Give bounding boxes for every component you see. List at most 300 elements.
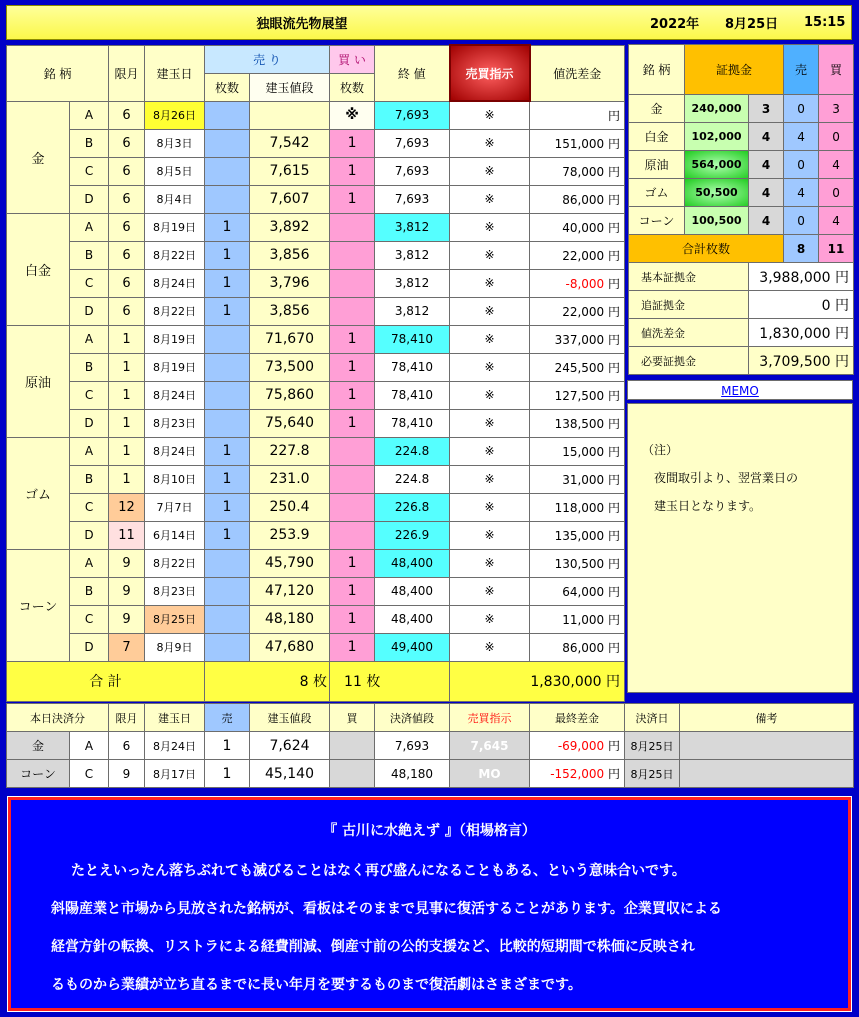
settle-code: C — [70, 760, 109, 788]
row-buy-qty[interactable] — [330, 465, 375, 493]
margin-header-sell: 売 — [784, 45, 819, 95]
row-open-price[interactable]: 253.9 — [250, 521, 330, 549]
settle-header-note: 備考 — [680, 704, 854, 732]
row-open-date: 8月22日 — [145, 297, 205, 325]
settle-final — [530, 732, 625, 760]
row-diff-value: 22,000 — [562, 304, 605, 319]
settle-settle-price: 48,180 — [375, 760, 450, 788]
margin-buy: 0 — [819, 123, 854, 151]
margin-sell: 0 — [784, 151, 819, 179]
row-sell-qty[interactable] — [205, 353, 250, 381]
summary-value-unit: 円 — [835, 269, 850, 286]
summary-value — [749, 319, 854, 347]
row-diff — [530, 493, 625, 521]
summary-row — [629, 347, 854, 375]
row-month: 1 — [109, 353, 145, 381]
settle-header-title: 本日決済分 — [7, 704, 109, 732]
brand-name: ゴム — [7, 437, 70, 549]
row-diff — [530, 325, 625, 353]
row-diff — [530, 101, 625, 129]
margin-brand: ゴム — [629, 179, 685, 207]
row-buy-qty[interactable]: 1 — [330, 549, 375, 577]
margin-row — [629, 123, 854, 151]
row-order[interactable]: ※ — [450, 381, 530, 409]
row-buy-qty[interactable] — [330, 437, 375, 465]
settle-order: 7,645 — [450, 732, 530, 760]
row-code: D — [70, 521, 109, 549]
row-sell-qty[interactable]: 1 — [205, 437, 250, 465]
header-bar — [6, 5, 852, 40]
header-open-date: 建玉日 — [145, 45, 205, 101]
header-time: 15:15 — [804, 15, 846, 30]
row-month: 6 — [109, 185, 145, 213]
margin-sell: 4 — [784, 179, 819, 207]
row-code: A — [70, 437, 109, 465]
row-diff — [530, 213, 625, 241]
row-open-date: 8月9日 — [145, 633, 205, 661]
totals-diff: 1,830,000 — [530, 674, 602, 690]
settle-buy — [330, 732, 375, 760]
row-month: 6 — [109, 101, 145, 129]
row-open-price[interactable]: 7,542 — [250, 129, 330, 157]
row-order[interactable]: ※ — [450, 157, 530, 185]
row-diff-unit: 円 — [608, 108, 621, 123]
row-diff — [530, 353, 625, 381]
row-diff-value: -8,000 — [565, 276, 605, 291]
row-close: 7,693 — [375, 185, 450, 213]
summary-value-unit: 円 — [835, 353, 850, 370]
row-sell-qty[interactable] — [205, 325, 250, 353]
row-diff-value: 40,000 — [562, 220, 605, 235]
row-open-date: 8月19日 — [145, 213, 205, 241]
margin-amount: 102,000 — [685, 123, 749, 151]
row-code: C — [70, 269, 109, 297]
row-buy-qty[interactable] — [330, 213, 375, 241]
row-buy-qty[interactable]: 1 — [330, 633, 375, 661]
table-row — [7, 129, 625, 157]
margin-amount: 240,000 — [685, 95, 749, 123]
row-month: 7 — [109, 633, 145, 661]
header-open-price: 建玉値段 — [250, 73, 330, 101]
header-buy: 買 い — [330, 45, 375, 73]
row-code: B — [70, 241, 109, 269]
header-month: 限月 — [109, 45, 145, 101]
settle-price: 7,624 — [250, 732, 330, 760]
brand-name: 白金 — [7, 213, 70, 325]
row-close: 224.8 — [375, 465, 450, 493]
row-month: 6 — [109, 129, 145, 157]
settle-header-month: 限月 — [109, 704, 145, 732]
margin-buy: 4 — [819, 151, 854, 179]
row-open-price[interactable]: 3,796 — [250, 269, 330, 297]
row-code: A — [70, 213, 109, 241]
table-row — [7, 381, 625, 409]
row-buy-qty[interactable] — [330, 521, 375, 549]
row-sell-qty[interactable] — [205, 101, 250, 129]
margin-buy: 4 — [819, 207, 854, 235]
row-close: 3,812 — [375, 241, 450, 269]
row-diff-value: 86,000 — [562, 640, 605, 655]
settle-order: MO — [450, 760, 530, 788]
proverb-line-2: 斜陽産業と市場から見放された銘柄が、看板はそのままで見事に復活することがあります。企業買収による — [51, 901, 722, 917]
settle-settle-date: 8月25日 — [625, 732, 680, 760]
row-open-date: 8月5日 — [145, 157, 205, 185]
row-sell-qty[interactable] — [205, 129, 250, 157]
row-order[interactable]: ※ — [450, 409, 530, 437]
row-order[interactable]: ※ — [450, 129, 530, 157]
margin-brand: 金 — [629, 95, 685, 123]
row-buy-qty[interactable]: 1 — [330, 157, 375, 185]
row-order[interactable]: ※ — [450, 605, 530, 633]
row-diff — [530, 437, 625, 465]
row-diff — [530, 297, 625, 325]
row-sell-qty[interactable] — [205, 409, 250, 437]
row-buy-qty[interactable]: 1 — [330, 129, 375, 157]
summary-label: 基本証拠金 — [629, 263, 749, 291]
summary-label: 追証拠金 — [629, 291, 749, 319]
summary-value-unit: 円 — [835, 325, 850, 342]
row-diff-unit: 円 — [608, 528, 621, 543]
margin-row — [629, 151, 854, 179]
row-buy-qty[interactable]: 1 — [330, 353, 375, 381]
row-diff-unit: 円 — [608, 640, 621, 655]
row-code: A — [70, 549, 109, 577]
row-close: 226.9 — [375, 521, 450, 549]
row-code: D — [70, 633, 109, 661]
row-diff — [530, 549, 625, 577]
row-order[interactable]: ※ — [450, 521, 530, 549]
row-diff-unit: 円 — [608, 136, 621, 151]
row-month: 9 — [109, 577, 145, 605]
margin-sell: 0 — [784, 207, 819, 235]
row-close: 78,410 — [375, 381, 450, 409]
row-sell-qty[interactable]: 1 — [205, 521, 250, 549]
row-diff-unit: 円 — [608, 332, 621, 347]
header-close: 終 値 — [375, 45, 450, 101]
row-sell-qty[interactable] — [205, 381, 250, 409]
row-code: C — [70, 605, 109, 633]
row-open-price[interactable]: 71,670 — [250, 325, 330, 353]
margin-total-sell: 8 — [784, 235, 819, 263]
table-row — [7, 269, 625, 297]
row-diff-unit: 円 — [608, 500, 621, 515]
table-row — [7, 101, 625, 129]
row-diff — [530, 269, 625, 297]
row-close: 3,812 — [375, 297, 450, 325]
row-open-price[interactable]: 250.4 — [250, 493, 330, 521]
row-sell-qty[interactable] — [205, 185, 250, 213]
row-open-price[interactable]: 47,680 — [250, 633, 330, 661]
brand-name: 金 — [7, 101, 70, 213]
summary-value — [749, 347, 854, 375]
row-order[interactable]: ※ — [450, 437, 530, 465]
row-close: 3,812 — [375, 269, 450, 297]
totals-buy: 11 — [344, 674, 362, 690]
row-diff-unit: 円 — [608, 248, 621, 263]
row-month: 11 — [109, 521, 145, 549]
row-open-price[interactable]: 3,856 — [250, 297, 330, 325]
order-instruction-button[interactable]: 売買指示 — [450, 45, 530, 101]
settle-header-buy: 買 — [330, 704, 375, 732]
row-month: 6 — [109, 157, 145, 185]
row-close: 224.8 — [375, 437, 450, 465]
row-open-price[interactable]: 75,640 — [250, 409, 330, 437]
row-open-price[interactable]: 48,180 — [250, 605, 330, 633]
row-diff — [530, 521, 625, 549]
row-open-date: 8月10日 — [145, 465, 205, 493]
row-order[interactable]: ※ — [450, 269, 530, 297]
row-open-price[interactable]: 45,790 — [250, 549, 330, 577]
settle-date: 8月24日 — [145, 732, 205, 760]
summary-label: 値洗差金 — [629, 319, 749, 347]
margin-sell: 0 — [784, 95, 819, 123]
table-row — [7, 213, 625, 241]
settle-header-settle-price: 決済値段 — [375, 704, 450, 732]
row-buy-qty[interactable]: 1 — [330, 605, 375, 633]
row-buy-qty[interactable] — [330, 241, 375, 269]
row-diff-value: 130,500 — [554, 556, 605, 571]
table-row — [7, 493, 625, 521]
brand-name: 原油 — [7, 325, 70, 437]
row-order[interactable]: ※ — [450, 549, 530, 577]
row-close: 7,693 — [375, 101, 450, 129]
margin-row — [629, 207, 854, 235]
row-open-price[interactable]: 3,892 — [250, 213, 330, 241]
margin-table — [628, 44, 854, 375]
row-close: 48,400 — [375, 577, 450, 605]
margin-brand: 原油 — [629, 151, 685, 179]
summary-row — [629, 291, 854, 319]
row-close: 78,410 — [375, 353, 450, 381]
row-buy-qty[interactable] — [330, 493, 375, 521]
settle-header-final: 最終差金 — [530, 704, 625, 732]
totals-buy-unit: 枚 — [366, 674, 381, 690]
settle-final — [530, 760, 625, 788]
settle-note — [680, 760, 854, 788]
settle-final-unit: 円 — [607, 767, 620, 781]
row-month: 9 — [109, 605, 145, 633]
summary-value-number: 0 — [821, 297, 831, 314]
row-sell-qty[interactable]: 1 — [205, 297, 250, 325]
margin-header-brand: 銘 柄 — [629, 45, 685, 95]
table-row — [7, 353, 625, 381]
row-diff-value: 138,500 — [554, 416, 605, 431]
margin-count: 4 — [749, 151, 784, 179]
proverb-line-3: 経営方針の転換、リストラによる経費削減、倒産寸前の公的支援など、比較的短期間で株価に反映され — [51, 939, 695, 955]
row-diff-value: 86,000 — [562, 192, 605, 207]
row-diff-unit: 円 — [608, 164, 621, 179]
row-open-price[interactable]: 75,860 — [250, 381, 330, 409]
row-open-price[interactable]: 231.0 — [250, 465, 330, 493]
row-order[interactable]: ※ — [450, 297, 530, 325]
row-open-date: 8月23日 — [145, 577, 205, 605]
row-order[interactable]: ※ — [450, 577, 530, 605]
settle-month: 6 — [109, 732, 145, 760]
row-order[interactable]: ※ — [450, 325, 530, 353]
row-diff-unit: 円 — [608, 444, 621, 459]
row-buy-qty[interactable]: ※ — [330, 101, 375, 129]
margin-amount: 564,000 — [685, 151, 749, 179]
row-sell-qty[interactable]: 1 — [205, 465, 250, 493]
margin-amount: 100,500 — [685, 207, 749, 235]
row-close: 78,410 — [375, 409, 450, 437]
settle-header-settle-date: 決済日 — [625, 704, 680, 732]
row-order[interactable]: ※ — [450, 465, 530, 493]
header-buy-qty: 枚数 — [330, 73, 375, 101]
margin-header-amount: 証拠金 — [685, 45, 784, 95]
row-diff-unit: 円 — [608, 584, 621, 599]
row-diff-value: 78,000 — [562, 164, 605, 179]
margin-total-buy: 11 — [819, 235, 854, 263]
row-close: 48,400 — [375, 549, 450, 577]
settle-date: 8月17日 — [145, 760, 205, 788]
margin-count: 4 — [749, 179, 784, 207]
row-diff-value: 127,500 — [554, 388, 605, 403]
row-sell-qty[interactable] — [205, 633, 250, 661]
row-sell-qty[interactable]: 1 — [205, 493, 250, 521]
row-month: 9 — [109, 549, 145, 577]
row-open-date: 8月23日 — [145, 409, 205, 437]
row-open-price[interactable]: 3,856 — [250, 241, 330, 269]
row-order[interactable]: ※ — [450, 493, 530, 521]
row-month: 12 — [109, 493, 145, 521]
row-diff-value: 22,000 — [562, 248, 605, 263]
margin-header-buy: 買 — [819, 45, 854, 95]
row-sell-qty[interactable]: 1 — [205, 269, 250, 297]
header-year: 2022年 — [650, 17, 700, 32]
row-open-price[interactable]: 7,607 — [250, 185, 330, 213]
summary-value — [749, 291, 854, 319]
row-order[interactable]: ※ — [450, 353, 530, 381]
row-sell-qty[interactable]: 1 — [205, 241, 250, 269]
margin-sell: 4 — [784, 123, 819, 151]
brand-name: コーン — [7, 549, 70, 661]
settle-month: 9 — [109, 760, 145, 788]
row-diff — [530, 633, 625, 661]
settle-final-value: -69,000 — [557, 739, 605, 753]
row-buy-qty[interactable]: 1 — [330, 325, 375, 353]
totals-unit: 円 — [606, 674, 621, 690]
row-diff — [530, 577, 625, 605]
row-sell-qty[interactable] — [205, 157, 250, 185]
row-order[interactable]: ※ — [450, 633, 530, 661]
row-buy-qty[interactable]: 1 — [330, 381, 375, 409]
row-diff — [530, 409, 625, 437]
row-open-price[interactable]: 7,615 — [250, 157, 330, 185]
row-order[interactable]: ※ — [450, 185, 530, 213]
row-open-date: 8月24日 — [145, 269, 205, 297]
row-diff — [530, 381, 625, 409]
row-buy-qty[interactable]: 1 — [330, 577, 375, 605]
row-sell-qty[interactable] — [205, 605, 250, 633]
settle-brand: コーン — [7, 760, 70, 788]
row-diff — [530, 465, 625, 493]
table-row — [7, 633, 625, 661]
table-row — [7, 437, 625, 465]
row-diff — [530, 241, 625, 269]
table-row — [7, 409, 625, 437]
row-buy-qty[interactable] — [330, 297, 375, 325]
settle-brand: 金 — [7, 732, 70, 760]
row-open-date: 6月14日 — [145, 521, 205, 549]
row-buy-qty[interactable] — [330, 269, 375, 297]
row-close: 49,400 — [375, 633, 450, 661]
summary-row — [629, 263, 854, 291]
table-row — [7, 465, 625, 493]
row-open-date: 8月22日 — [145, 549, 205, 577]
row-diff-unit: 円 — [608, 360, 621, 375]
page-title: 独眼流先物展望 — [256, 17, 348, 32]
row-sell-qty[interactable] — [205, 577, 250, 605]
settle-header-sell: 売 — [205, 704, 250, 732]
row-code: A — [70, 325, 109, 353]
header-sell-qty: 枚数 — [205, 73, 250, 101]
summary-value-number: 3,988,000 — [759, 269, 831, 286]
row-code: B — [70, 129, 109, 157]
row-month: 1 — [109, 381, 145, 409]
settle-row — [7, 760, 854, 788]
row-open-price[interactable]: 47,120 — [250, 577, 330, 605]
row-month: 6 — [109, 213, 145, 241]
totals-sell: 8 — [299, 674, 309, 690]
row-open-price[interactable]: 227.8 — [250, 437, 330, 465]
row-diff-unit: 円 — [608, 556, 621, 571]
header-date: 8月25日 — [725, 17, 779, 32]
row-month: 1 — [109, 437, 145, 465]
settle-settle-date: 8月25日 — [625, 760, 680, 788]
row-diff — [530, 129, 625, 157]
memo-line-3: 建玉日となります。 — [654, 499, 762, 513]
margin-amount: 50,500 — [685, 179, 749, 207]
row-buy-qty[interactable]: 1 — [330, 409, 375, 437]
proverb-title: 『 古川に水絶えず 』（相場格言） — [323, 823, 536, 839]
row-month: 6 — [109, 241, 145, 269]
memo-line-1: （注） — [642, 443, 679, 457]
memo-line-2: 夜間取引より、翌営業日の — [654, 471, 799, 485]
row-close: 7,693 — [375, 157, 450, 185]
row-diff-unit: 円 — [608, 304, 621, 319]
row-sell-qty[interactable]: 1 — [205, 213, 250, 241]
row-open-price[interactable]: 73,500 — [250, 353, 330, 381]
row-order[interactable]: ※ — [450, 241, 530, 269]
row-order[interactable]: ※ — [450, 213, 530, 241]
row-diff — [530, 605, 625, 633]
settle-final-unit: 円 — [607, 739, 620, 753]
row-code: B — [70, 465, 109, 493]
row-diff-unit: 円 — [608, 388, 621, 403]
summary-value-unit: 円 — [835, 297, 850, 314]
margin-brand: コーン — [629, 207, 685, 235]
row-buy-qty[interactable]: 1 — [330, 185, 375, 213]
summary-value — [749, 263, 854, 291]
table-row — [7, 185, 625, 213]
row-sell-qty[interactable] — [205, 549, 250, 577]
row-open-price[interactable] — [250, 101, 330, 129]
summary-value-number: 3,709,500 — [759, 353, 831, 370]
settle-final-value: -152,000 — [550, 767, 605, 781]
settle-header-date: 建玉日 — [145, 704, 205, 732]
row-diff-value: 118,000 — [554, 500, 605, 515]
row-order[interactable]: ※ — [450, 101, 530, 129]
row-open-date: 8月24日 — [145, 381, 205, 409]
settle-sell: 1 — [205, 732, 250, 760]
row-open-date: 8月25日 — [145, 605, 205, 633]
row-open-date: 8月3日 — [145, 129, 205, 157]
row-diff-unit: 円 — [608, 612, 621, 627]
memo-link[interactable]: MEMO — [627, 380, 853, 400]
margin-buy: 3 — [819, 95, 854, 123]
row-open-date: 8月19日 — [145, 353, 205, 381]
